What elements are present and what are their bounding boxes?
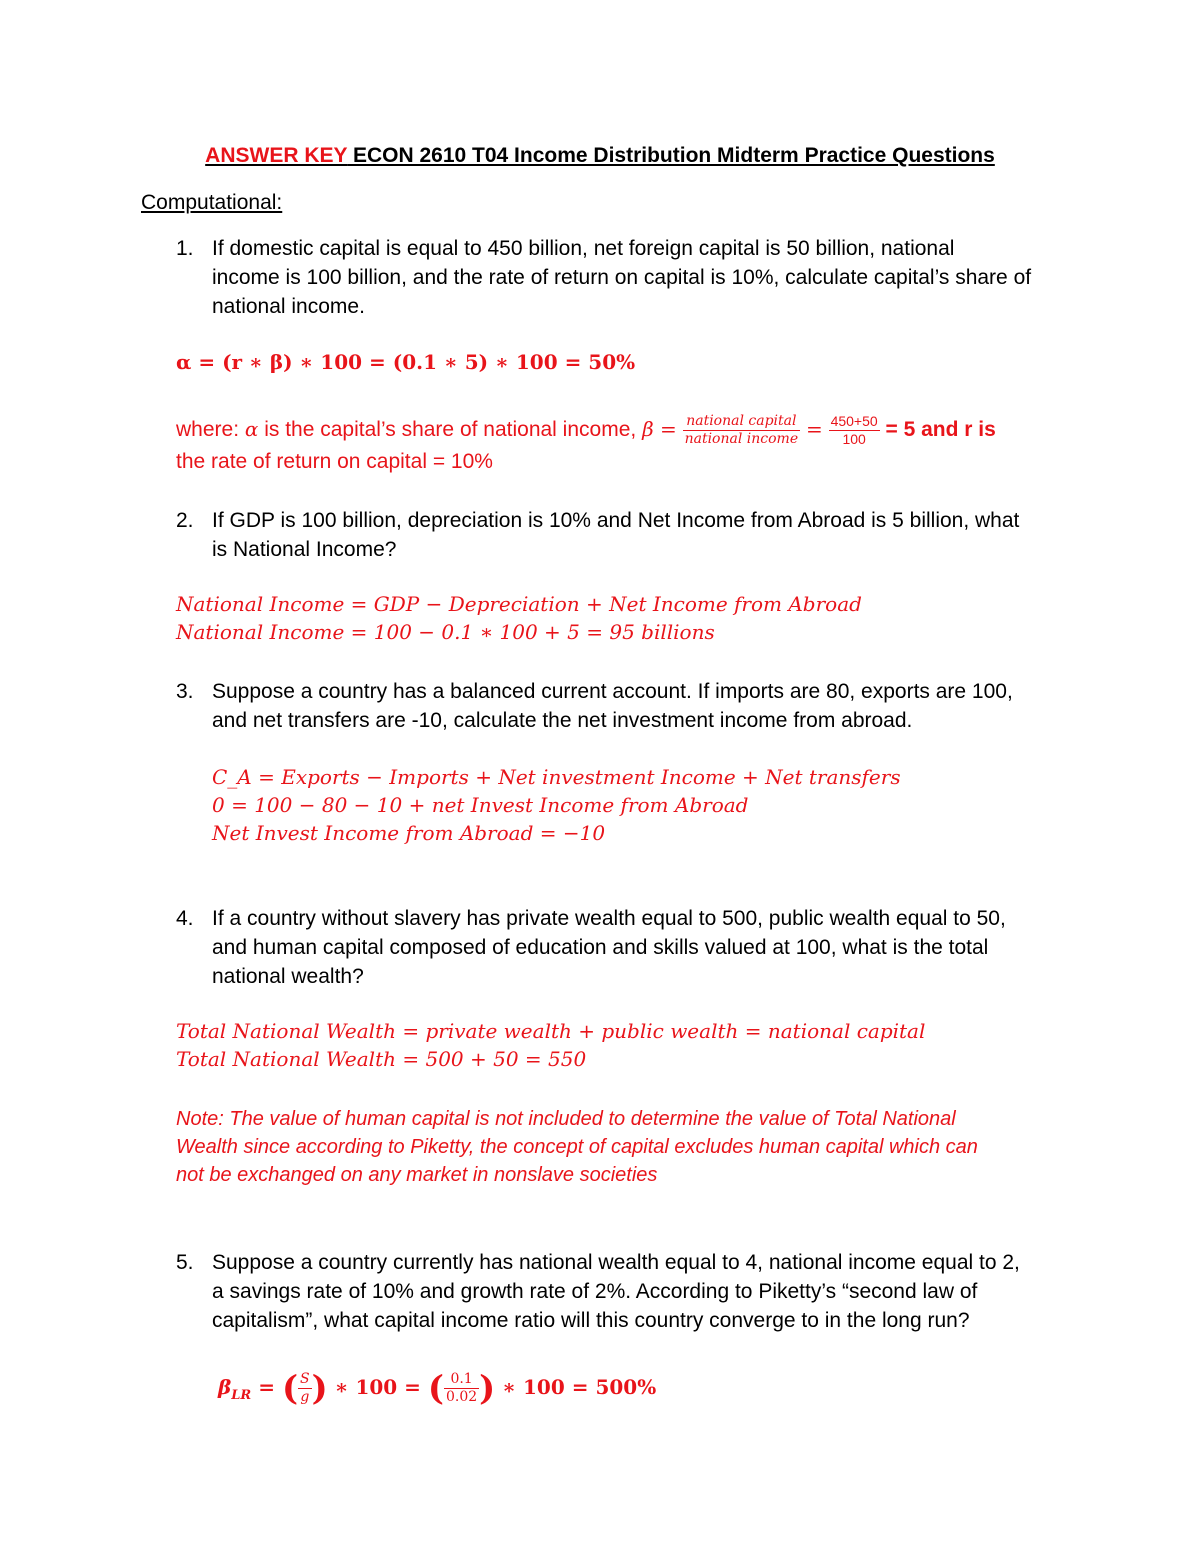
question-line: Suppose a country has a balanced current account. If imports are 80, exports are 100, [212,680,1013,703]
note-line: Note: The value of human capital is not included to determine the value of Total National [176,1108,956,1130]
left-paren: ( [427,1368,444,1409]
question-line: national income. [212,295,365,318]
question-number: 2. [176,509,194,532]
note-line: Wealth since according to Piketty, the concept of capital excludes human capital which can [176,1136,978,1158]
beta-subscript: LR [231,1388,252,1403]
fraction-denominator: g [300,1389,310,1405]
question-number: 1. [176,237,194,260]
question-line: income is 100 billion, and the rate of return on capital is 10%, calculate capital’s share of [212,266,1032,289]
section-heading: Computational: [141,191,283,214]
question-line: capitalism”, what capital income ratio will this country converge to in the long run? [212,1309,970,1332]
formula-mid: ∗ 100 = [334,1375,421,1399]
page-title [0,144,1200,168]
answer-2-line: National Income = 100 − 0.1 ∗ 100 + 5 = 95 billions [176,620,715,644]
where-mid: is the capital’s share of national income, [258,418,643,441]
answer-4-note [176,1105,978,1189]
title-text: ECON 2610 T04 Income Distribution Midterm Practice Questions [347,144,995,167]
beta-eq: β = [642,417,677,441]
fraction-numerator: national capital [683,413,801,431]
answer-4-line: Total National Wealth = private wealth + public wealth = national capital [176,1019,926,1043]
formula-end: ∗ 100 = 500% [502,1375,657,1399]
answer-3-line: C_A = Exports − Imports + Net investment Income + Net transfers [212,765,901,789]
answer-key-label: ANSWER KEY [205,144,348,167]
question-line: and net transfers are -10, calculate the net investment income from abroad. [212,709,913,732]
question-line: and human capital composed of education and skills valued at 100, what is the total [212,936,989,959]
fraction-capital-income [683,413,801,448]
question-line: is National Income? [212,538,397,561]
answer-5-formula [218,1362,656,1412]
alpha-symbol: α [244,417,259,441]
fraction-numerator: 0.1 [444,1371,479,1389]
question-line: If domestic capital is equal to 450 billion, net foreign capital is 50 billion, national [212,237,955,260]
fraction-0-1-0-02 [444,1371,479,1406]
answer-3-line: 0 = 100 − 80 − 10 + net Invest Income from Abroad [212,793,749,817]
question-number: 4. [176,907,194,930]
equals-sign: = [805,417,823,441]
fraction-denominator: 100 [842,430,866,447]
fraction-450-50 [829,413,880,448]
answer-1-formula: α = (r ∗ β) ∗ 100 = (0.1 ∗ 5) ∗ 100 = 50% [176,350,636,374]
answer-1-line2: the rate of return on capital = 10% [176,450,493,473]
fraction-denominator: 0.02 [446,1389,478,1405]
fraction-s-g [298,1371,312,1406]
answer-4-line: Total National Wealth = 500 + 50 = 550 [176,1047,587,1071]
equals-sign: = [258,1375,275,1399]
answer-1-where [176,404,996,454]
fraction-numerator: S [300,1371,310,1387]
right-paren: ) [311,1368,328,1409]
right-paren: ) [479,1368,496,1409]
question-line: national wealth? [212,965,364,988]
fraction-denominator: national income [684,430,799,447]
where-prefix: where: [176,418,245,441]
question-line: If a country without slavery has private wealth equal to 500, public wealth equal to 50, [212,907,1006,930]
question-number: 3. [176,680,194,703]
question-line: Suppose a country currently has national wealth equal to 4, national income equal to 2, [212,1251,1020,1274]
where-end: = 5 and r is [885,418,996,441]
beta-symbol: β [218,1375,232,1399]
answer-3-line: Net Invest Income from Abroad = −10 [212,821,606,845]
left-paren: ( [281,1368,299,1409]
question-line: a savings rate of 10% and growth rate of 2%. According to Piketty’s “second law of [212,1280,978,1303]
note-line: not be exchanged on any market in nonslave societies [176,1164,658,1186]
answer-2-line: National Income = GDP − Depreciation + Net Income from Abroad [176,592,862,616]
fraction-numerator: 450+50 [830,412,878,429]
question-number: 5. [176,1251,194,1274]
question-line: If GDP is 100 billion, depreciation is 10% and Net Income from Abroad is 5 billion, what [212,509,1020,532]
